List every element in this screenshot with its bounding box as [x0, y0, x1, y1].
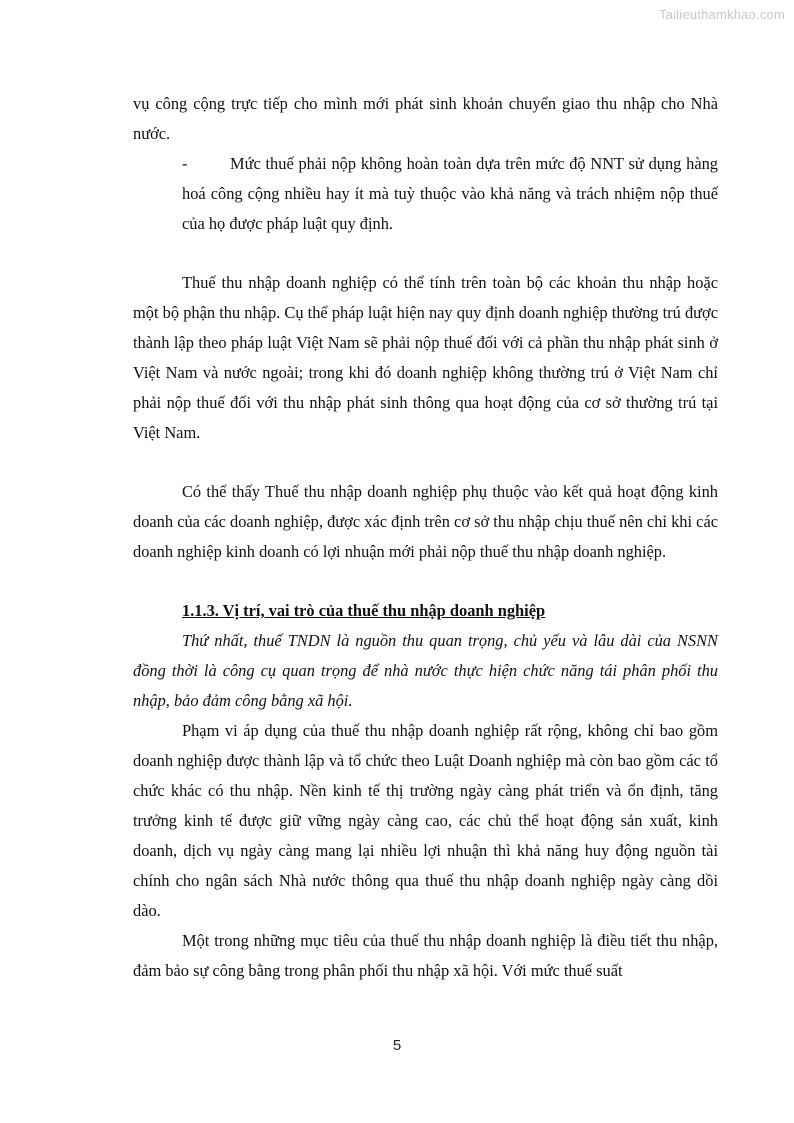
watermark: Tailieuthamkhao.com — [659, 7, 785, 22]
page-number: 5 — [392, 1037, 402, 1054]
paragraph-continuation: vụ công cộng trực tiếp cho mình mới phát sinh khoản chuyển giao thu nhập cho Nhà nước. — [133, 94, 718, 143]
paragraph-italic-first: Thứ nhất, thuế TNDN là nguồn thu quan trọng, chủ yếu và lâu dài của NSNN đồng thời là công cụ quan trọng để nhà nước thực hiện chức năng tái phân phối thu nhập, bảo đảm công bằng xã hội. — [133, 631, 718, 710]
page-body — [133, 89, 718, 986]
bullet-dash: - — [182, 154, 188, 173]
paragraph-objectives: Một trong những mục tiêu của thuế thu nhập doanh nghiệp là điều tiết thu nhập, đảm bảo sự công bằng trong phân phối thu nhập xã hội. Với mức thuế suất — [133, 931, 718, 980]
paragraph-range: Phạm vi áp dụng của thuế thu nhập doanh nghiệp rất rộng, không chỉ bao gồm doanh nghiệp được thành lập và tổ chức theo Luật Doanh nghiệp mà còn bao gồm các tổ chức khác có thu nhập. Nền kinh tế thị trường ngày càng phát triển và ổn định, tăng trưởng kinh tế được giữ vững ngày càng cao, các chủ thể hoạt động sản xuất, kinh doanh, dịch vụ ngày càng mang lại nhiều lợi nhuận thì khả năng huy động nguồn tài chính cho ngân sách Nhà nước thông qua thuế thu nhập doanh nghiệp ngày càng dồi dào. — [133, 721, 718, 920]
bullet-item — [133, 149, 718, 239]
section-heading: 1.1.3. Vị trí, vai trò của thuế thu nhập doanh nghiệp — [182, 601, 546, 620]
paragraph-scope: Thuế thu nhập doanh nghiệp có thể tính trên toàn bộ các khoản thu nhập hoặc một bộ phận thu nhập. Cụ thể pháp luật hiện nay quy định doanh nghiệp thường trú được thành lập theo pháp luật Việt Nam sẽ phải nộp thuế đối với cả phần thu nhập phát sinh ở Việt Nam và nước ngoài; trong khi đó doanh nghiệp không thường trú ở Việt Nam chỉ phải nộp thuế đối với thu nhập phát sinh thông qua hoạt động của cơ sở thường trú tại Việt Nam. — [133, 273, 718, 442]
bullet-text: Mức thuế phải nộp không hoàn toàn dựa trên mức độ NNT sử dụng hàng hoá công cộng nhiều hay ít mà tuỳ thuộc vào khả năng và trách nhiệm nộp thuế của họ được pháp luật quy định. — [182, 154, 718, 233]
paragraph-dependency: Có thể thấy Thuế thu nhập doanh nghiệp phụ thuộc vào kết quả hoạt động kinh doanh của các doanh nghiệp, được xác định trên cơ sở thu nhập chịu thuế nên chỉ khi các doanh nghiệp kinh doanh có lợi nhuận mới phải nộp thuế thu nhập doanh nghiệp. — [133, 482, 718, 561]
